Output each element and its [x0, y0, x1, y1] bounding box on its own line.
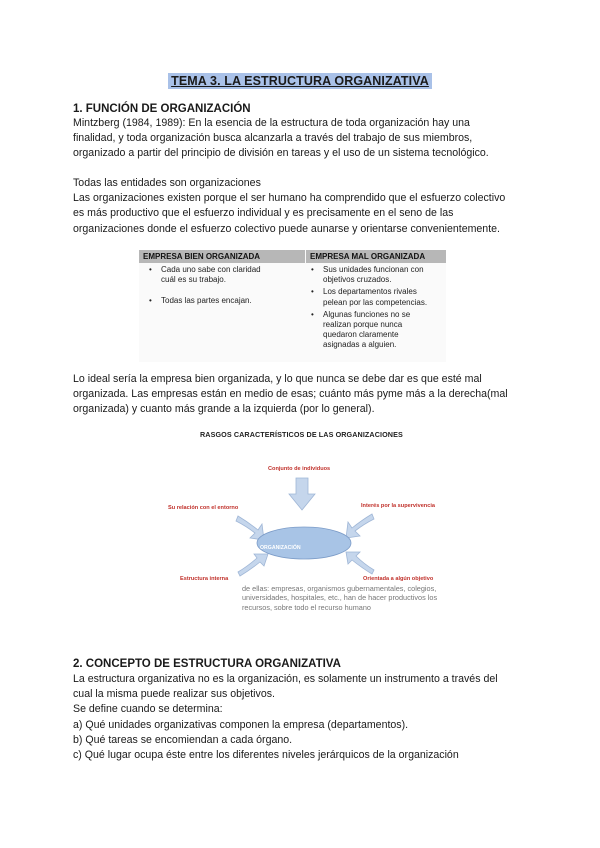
arrow-bottom-right [346, 552, 374, 574]
good-org-header: EMPRESA BIEN ORGANIZADA [139, 250, 305, 263]
list-item-text: pelean por las competencias. [323, 297, 428, 307]
text-line: b) Qué tareas se encomiendan a cada órgano. [73, 733, 293, 746]
text-line: Todas las entidades son organizaciones [73, 177, 261, 189]
document-title-wrap [0, 72, 600, 90]
text-line: organizado a partir del principio de división en tareas y el uso de un sistema tecnológico. [73, 147, 489, 160]
text-line: a) Qué unidades organizativas componen la empresa (departamentos). [73, 718, 409, 731]
section1-paragraph-2 [73, 176, 533, 237]
text-line: finalidad, y toda organización busca alcanzarla a través del trabajo de sus miembros, [73, 132, 473, 145]
list-item [147, 265, 297, 285]
list-item-text: • Todas las partes encajan. [161, 296, 252, 306]
bad-org-column [309, 265, 445, 351]
organization-ellipse [257, 527, 351, 559]
text-line: de ellas: empresas, organismos gubernamentales, colegios, [242, 584, 437, 593]
list-item-text: • Los departamentos rivales [323, 287, 417, 297]
diagram-center-label: ORGANIZACIÓN [260, 545, 301, 551]
list-item [147, 296, 297, 306]
diagram-label-bottom-left: Estructura interna [180, 576, 229, 582]
text-line: organizada. Las empresas están en medio de esas; cuánto más pyme más a la derecha(mal [73, 388, 508, 401]
text-line: universidades, hospitales, etc., han de hacer productivos los [242, 593, 438, 603]
list-item-text: realizan porque nunca [323, 320, 403, 330]
list-item [309, 287, 445, 307]
text-line: Mintzberg (1984, 1989): En la esencia de la estructura de toda organización hay una [73, 117, 470, 129]
diagram-label-left: Su relación con el entorno [168, 505, 239, 511]
text-line: c) Qué lugar ocupa éste entre los diferentes niveles jerárquicos de la organización [73, 749, 459, 762]
list-item-text: • Algunas funciones no se [323, 309, 411, 319]
list-item-text: cuál es su trabajo. [161, 275, 226, 285]
section1-paragraph-3 [73, 372, 533, 418]
arrow-top [289, 478, 315, 510]
list-item-text: objetivos cruzados. [323, 275, 392, 285]
list-item [309, 310, 445, 351]
list-item [309, 265, 445, 285]
list-item-text: • Cada uno sabe con claridad [161, 265, 261, 274]
arrow-right [346, 514, 374, 538]
text-line: organizaciones donde el esfuerzo colectivo puede aunarse y orientarse convenientemente. [73, 222, 500, 235]
section2-body [73, 672, 533, 763]
text-line: Las organizaciones existen porque el ser humano ha comprendido que el esfuerzo colectivo [73, 192, 506, 205]
arrow-left [236, 516, 264, 540]
diagram-caption [242, 584, 444, 612]
text-line: La estructura organizativa no es la organización, es solamente un instrumento a través del [73, 673, 498, 685]
text-line: cual la misma puede realizar sus objetivos. [73, 688, 275, 701]
diagram-title: RASGOS CARACTERÍSTICOS DE LAS ORGANIZACIONES [200, 430, 403, 439]
text-line: recursos, sobre todo el recurso humano [242, 602, 371, 612]
list-item-text: quedaron claramente [323, 330, 399, 340]
section1-heading: 1. FUNCIÓN DE ORGANIZACIÓN [73, 103, 251, 115]
diagram-label-right: Interés por la supervivencia [361, 503, 435, 509]
section1-paragraph-1 [73, 116, 533, 162]
diagram-label-top: Conjunto de individuos [268, 466, 331, 472]
text-line: organizada) y cuanto más grande a la izquierda (por lo general). [73, 403, 375, 416]
bad-org-header: EMPRESA MAL ORGANIZADA [306, 250, 446, 263]
section2-heading: 2. CONCEPTO DE ESTRUCTURA ORGANIZATIVA [73, 658, 341, 670]
text-line: Se define cuando se determina: [73, 703, 223, 716]
diagram-label-bottom-right: Orientada a algún objetivo [363, 576, 434, 582]
good-org-column [147, 265, 297, 307]
arrow-bottom-left [238, 554, 268, 576]
text-line: Lo ideal sería la empresa bien organizada, y lo que nunca se debe dar es que esté mal [73, 373, 482, 385]
organization-comparison-table [139, 250, 446, 362]
document-title: TEMA 3. LA ESTRUCTURA ORGANIZATIVA [168, 73, 432, 89]
list-item-text: • Sus unidades funcionan con [323, 265, 424, 274]
list-item-text: asignadas a alguien. [323, 340, 397, 350]
text-line: es más productivo que el esfuerzo individual y es precisamente en el seno de las [73, 207, 454, 220]
